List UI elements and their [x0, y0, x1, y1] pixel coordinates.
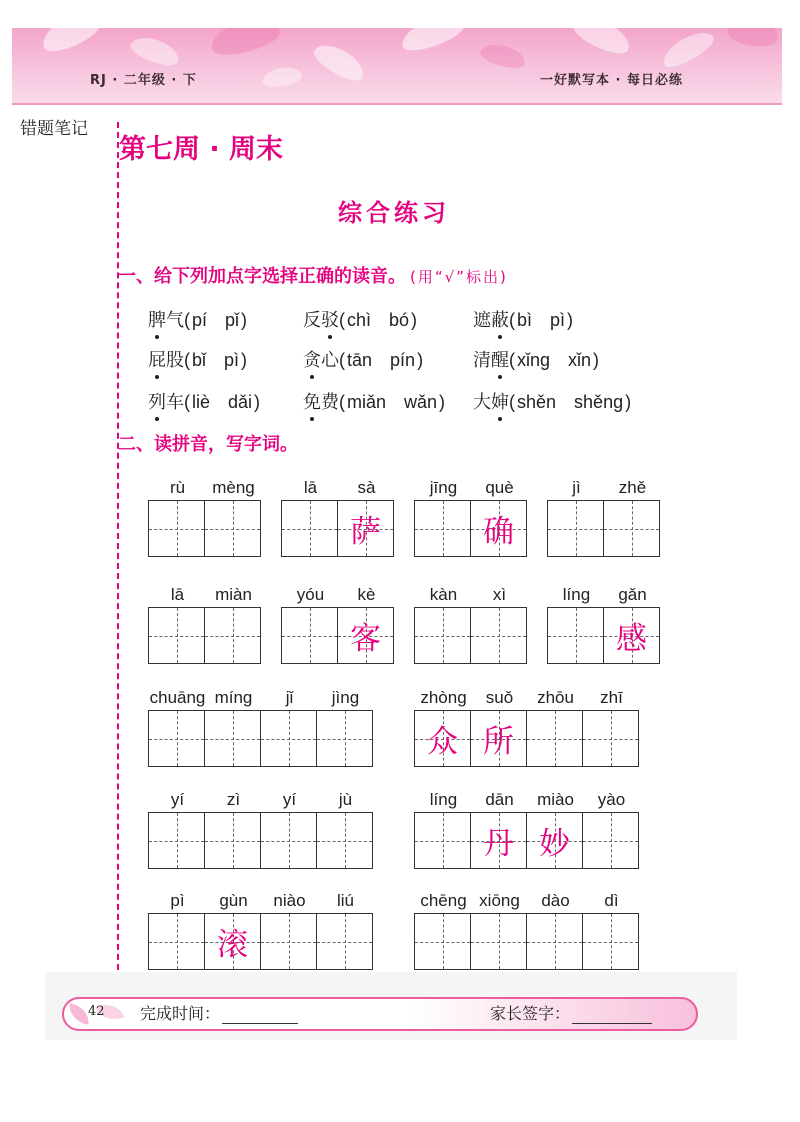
- pinyin-label: líng: [562, 585, 591, 604]
- pinyin-label: jīng: [429, 478, 458, 497]
- word-character: 遮: [473, 310, 491, 331]
- written-character: [317, 914, 372, 969]
- parent-signature: [490, 1004, 652, 1024]
- writing-grid: [148, 583, 262, 664]
- tianzige-cell: [338, 608, 393, 663]
- tianzige-cell: [471, 501, 526, 556]
- bracket-close: ): [439, 392, 446, 412]
- pinyin-label: dì: [604, 891, 619, 910]
- tianzige-cell: [604, 501, 659, 556]
- writing-grid: [547, 583, 661, 664]
- written-character: [261, 711, 316, 766]
- reading-question: [473, 348, 599, 373]
- tianzige-cell: [415, 813, 471, 868]
- tianzige-cell: [317, 813, 372, 868]
- written-character: [415, 608, 470, 663]
- page-title: 第七周 · 周末: [119, 134, 284, 165]
- writing-grid: [414, 583, 528, 664]
- pinyin-label: dān: [485, 790, 514, 809]
- reading-question: [148, 308, 247, 333]
- writing-grid: [148, 476, 262, 557]
- tianzige-cell: [261, 711, 317, 766]
- pinyin-option: miǎn: [347, 392, 387, 412]
- header-banner: [12, 28, 782, 105]
- pinyin-label: chēng: [420, 891, 467, 910]
- pinyin-label: yí: [170, 790, 185, 809]
- written-character: [282, 501, 337, 556]
- writing-grid: [414, 889, 640, 970]
- pinyin-label: kè: [357, 585, 376, 604]
- written-character: [261, 914, 316, 969]
- tianzige-cell: [415, 914, 471, 969]
- reading-question: [148, 390, 260, 415]
- reading-question: [473, 308, 573, 333]
- written-character: [205, 608, 260, 663]
- section2-heading: 二、读拼音，写字词。: [118, 434, 298, 455]
- written-character: [205, 501, 260, 556]
- petal-decoration: [569, 28, 634, 59]
- petal-decoration: [37, 28, 105, 58]
- written-character: [261, 813, 316, 868]
- pinyin-label: kàn: [429, 585, 458, 604]
- tianzige-cell: [471, 914, 527, 969]
- writing-grid: [414, 788, 640, 869]
- pinyin-option: pǐ: [225, 310, 240, 330]
- tianzige-cell: [548, 608, 604, 663]
- written-character: [471, 914, 526, 969]
- bracket-close: ): [254, 392, 261, 412]
- written-character: [415, 501, 470, 556]
- pinyin-label: jǐ: [285, 688, 294, 707]
- word-character: 股: [166, 350, 184, 371]
- pinyin-option: bì: [517, 310, 533, 330]
- pinyin-option: bó: [389, 310, 410, 330]
- pinyin-option: tān: [347, 350, 373, 370]
- tianzige-cell: [149, 711, 205, 766]
- pinyin-label: miàn: [215, 585, 252, 604]
- tianzige-cell: [471, 813, 527, 868]
- tianzige-cell: [282, 501, 338, 556]
- written-character: [415, 914, 470, 969]
- section1-heading-text: 一、给下列加点字选择正确的读音。: [118, 266, 406, 287]
- written-character: [205, 813, 260, 868]
- pinyin-label: gǎn: [618, 585, 647, 604]
- pinyin-label: niào: [273, 891, 306, 910]
- pinyin-label: pì: [170, 891, 185, 910]
- written-character: [149, 813, 204, 868]
- written-character: [149, 608, 204, 663]
- completion-time-blank: [222, 1006, 298, 1024]
- writing-grid: [414, 476, 528, 557]
- pinyin-label: jù: [338, 790, 353, 809]
- bracket-open: (: [184, 392, 190, 412]
- series-label: 一好默写本 · 每日必练: [540, 73, 683, 88]
- written-character: [317, 813, 372, 868]
- pinyin-label: zì: [226, 790, 241, 809]
- bracket-close: ): [625, 392, 632, 412]
- petal-decoration: [128, 32, 183, 70]
- tianzige-cell: [205, 813, 261, 868]
- margin-dashed-rule: [117, 122, 119, 990]
- tianzige-cell: [149, 501, 205, 556]
- written-character: [548, 501, 603, 556]
- section1-note: (用“√”标出): [410, 268, 508, 286]
- tianzige-cell: [149, 914, 205, 969]
- written-character: 滚: [217, 927, 248, 963]
- writing-grid: [414, 686, 640, 767]
- pinyin-option: dǎi: [228, 392, 253, 412]
- pinyin-label: xì: [492, 585, 507, 604]
- pinyin-label: míng: [214, 688, 253, 707]
- tianzige-cell: [205, 914, 261, 969]
- pinyin-label: liú: [336, 891, 354, 910]
- pinyin-option: pín: [390, 350, 416, 370]
- parent-signature-label: 家长签字：: [490, 1004, 571, 1023]
- writing-grid: [547, 476, 661, 557]
- bracket-close: ): [567, 310, 574, 330]
- written-character: [583, 711, 638, 766]
- pinyin-option: xǐng: [517, 350, 551, 370]
- written-character: [282, 608, 337, 663]
- word-character: 醒: [491, 350, 509, 371]
- petal-decoration: [398, 28, 468, 56]
- pinyin-label: yào: [597, 790, 626, 809]
- page-subtitle: 综合练习: [338, 199, 450, 227]
- written-character: [527, 711, 582, 766]
- written-character: 众: [427, 724, 458, 760]
- word-character: 心: [321, 350, 339, 371]
- parent-signature-blank: [572, 1006, 652, 1024]
- grade-label: RJ · 二年级 · 下: [90, 73, 197, 88]
- word-character: 脾: [148, 310, 166, 331]
- written-character: 妙: [539, 826, 570, 862]
- pinyin-label: suǒ: [485, 688, 514, 707]
- tianzige-cell: [205, 711, 261, 766]
- pinyin-label: zhě: [618, 478, 647, 497]
- petal-decoration: [726, 28, 780, 50]
- word-character: 大: [473, 392, 491, 413]
- pinyin-label: lā: [170, 585, 185, 604]
- word-character: 费: [321, 392, 339, 413]
- pinyin-label: zhòng: [420, 688, 467, 707]
- bracket-open: (: [339, 310, 345, 330]
- written-character: 感: [616, 621, 647, 657]
- word-character: 婶: [491, 392, 509, 413]
- bracket-close: ): [241, 310, 248, 330]
- tianzige-cell: [261, 914, 317, 969]
- pinyin-label: lā: [303, 478, 318, 497]
- tianzige-cell: [527, 711, 583, 766]
- written-character: [583, 914, 638, 969]
- written-character: 丹: [483, 826, 514, 862]
- written-character: 客: [350, 621, 381, 657]
- written-character: [317, 711, 372, 766]
- bracket-close: ): [417, 350, 424, 370]
- written-character: [205, 711, 260, 766]
- tianzige-cell: [604, 608, 659, 663]
- word-character: 反: [303, 310, 321, 331]
- tianzige-cell: [527, 813, 583, 868]
- petal-decoration: [478, 40, 528, 71]
- reading-question: [473, 390, 631, 415]
- tianzige-cell: [205, 608, 260, 663]
- pinyin-label: yóu: [296, 585, 325, 604]
- pinyin-option: chì: [347, 310, 372, 330]
- pinyin-label: sà: [357, 478, 376, 497]
- pinyin-label: què: [485, 478, 514, 497]
- pinyin-option: liè: [192, 392, 211, 412]
- bracket-open: (: [184, 350, 190, 370]
- tianzige-cell: [415, 711, 471, 766]
- tianzige-cell: [583, 711, 638, 766]
- tianzige-cell: [471, 711, 527, 766]
- page-number: 42: [88, 1004, 105, 1019]
- tianzige-cell: [583, 813, 638, 868]
- tianzige-cell: [471, 608, 526, 663]
- reading-question: [148, 348, 247, 373]
- word-character: 气: [166, 310, 184, 331]
- tianzige-cell: [317, 914, 372, 969]
- pinyin-option: bǐ: [192, 350, 207, 370]
- mistake-notes-label: 错题笔记: [20, 119, 88, 139]
- bracket-open: (: [509, 350, 515, 370]
- reading-question: [303, 348, 423, 373]
- tianzige-cell: [149, 813, 205, 868]
- bracket-open: (: [509, 310, 515, 330]
- bracket-close: ): [241, 350, 248, 370]
- writing-grid: [148, 686, 374, 767]
- pinyin-option: xǐn: [568, 350, 592, 370]
- pinyin-option: wǎn: [404, 392, 438, 412]
- word-character: 蔽: [491, 310, 509, 331]
- pinyin-option: shěn: [517, 392, 557, 412]
- written-character: [471, 608, 526, 663]
- completion-time: [140, 1004, 298, 1024]
- pinyin-option: pì: [550, 310, 566, 330]
- tianzige-cell: [317, 711, 372, 766]
- pinyin-label: chuāng: [149, 688, 206, 707]
- pinyin-label: xiōng: [479, 891, 520, 910]
- word-character: 列: [148, 392, 166, 413]
- tianzige-cell: [415, 608, 471, 663]
- word-character: 驳: [321, 310, 339, 331]
- bracket-open: (: [339, 392, 345, 412]
- bracket-close: ): [593, 350, 600, 370]
- petal-decoration: [261, 65, 304, 90]
- written-character: [604, 501, 659, 556]
- word-character: 免: [303, 392, 321, 413]
- tianzige-cell: [282, 608, 338, 663]
- reading-question: [303, 308, 417, 333]
- pinyin-label: miào: [537, 790, 574, 809]
- pinyin-label: zhōu: [537, 688, 574, 707]
- pinyin-label: dào: [541, 891, 570, 910]
- bracket-open: (: [509, 392, 515, 412]
- pinyin-label: gùn: [219, 891, 248, 910]
- word-character: 车: [166, 392, 184, 413]
- written-character: 萨: [350, 514, 381, 550]
- reading-question: [303, 390, 445, 415]
- tianzige-cell: [583, 914, 638, 969]
- pinyin-label: jìng: [331, 688, 360, 707]
- writing-grid: [281, 583, 395, 664]
- tianzige-cell: [261, 813, 317, 868]
- pinyin-label: zhī: [600, 688, 623, 707]
- pinyin-label: líng: [429, 790, 458, 809]
- tianzige-cell: [149, 608, 205, 663]
- completion-time-label: 完成时间：: [140, 1004, 221, 1023]
- word-character: 屁: [148, 350, 166, 371]
- written-character: 所: [483, 724, 514, 760]
- bracket-close: ): [411, 310, 418, 330]
- tianzige-cell: [338, 501, 393, 556]
- pinyin-option: pí: [192, 310, 208, 330]
- pinyin-option: shěng: [574, 392, 624, 412]
- written-character: [415, 813, 470, 868]
- tianzige-cell: [548, 501, 604, 556]
- pinyin-label: jì: [572, 478, 581, 497]
- pinyin-label: mèng: [212, 478, 255, 497]
- word-character: 贪: [303, 350, 321, 371]
- written-character: [583, 813, 638, 868]
- bracket-open: (: [339, 350, 345, 370]
- written-character: [149, 501, 204, 556]
- tianzige-cell: [205, 501, 260, 556]
- written-character: [527, 914, 582, 969]
- petal-decoration: [658, 28, 717, 73]
- pinyin-option: pì: [224, 350, 240, 370]
- written-character: [149, 914, 204, 969]
- writing-grid: [281, 476, 395, 557]
- written-character: 确: [483, 514, 514, 550]
- written-character: [149, 711, 204, 766]
- tianzige-cell: [415, 501, 471, 556]
- pinyin-label: rù: [169, 478, 186, 497]
- word-character: 清: [473, 350, 491, 371]
- petal-decoration: [310, 38, 370, 86]
- bracket-open: (: [184, 310, 190, 330]
- writing-grid: [148, 889, 374, 970]
- written-character: [548, 608, 603, 663]
- writing-grid: [148, 788, 374, 869]
- pinyin-label: yí: [282, 790, 297, 809]
- tianzige-cell: [527, 914, 583, 969]
- section1-heading: [118, 265, 508, 289]
- petal-decoration: [207, 28, 282, 61]
